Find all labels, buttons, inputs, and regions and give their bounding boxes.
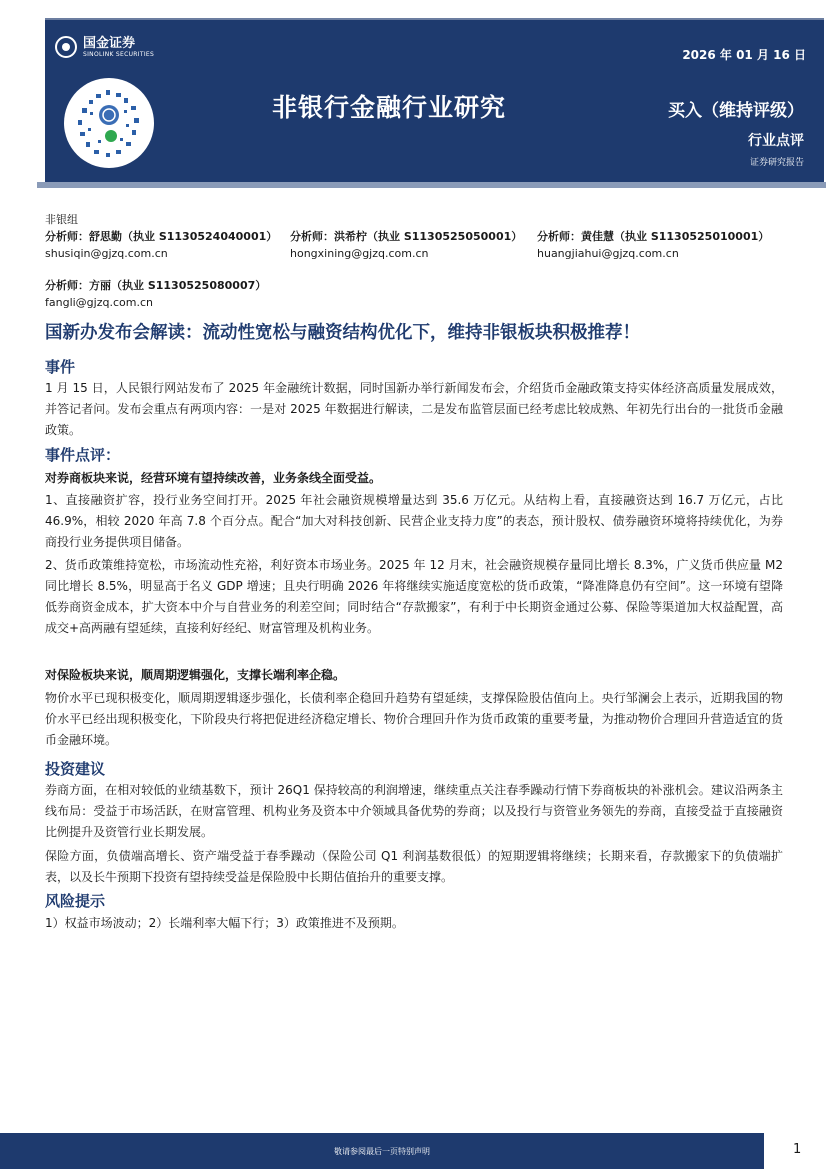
analyst-3 bbox=[537, 228, 769, 262]
invest-paragraph-2: 保险方面，负债端高增长、资产端受益于春季躁动（保险公司 Q1 利润基数很低）的短期逻辑将继续；长期来看，存款搬家下的负债端扩表，以及长牛预期下投资有望持续受益是保险股中长期估值抬升的重要支撑。 bbox=[45, 849, 783, 884]
logo-en: SINOLINK SECURITIES bbox=[83, 50, 155, 58]
rating: 买入（维持评级） bbox=[668, 101, 804, 121]
footer-disclaimer[interactable]: 敬请参阅最后一页特别声明 bbox=[334, 1147, 430, 1156]
logo-cn: 国金证券 bbox=[83, 35, 136, 51]
banner-top-line bbox=[45, 18, 824, 20]
risk-text: 1）权益市场波动；2）长端利率大幅下行；3）政策推进不及预期。 bbox=[45, 916, 404, 930]
insurance-bold: 对保险板块来说，顺周期逻辑强化，支撑长端利率企稳。 bbox=[45, 668, 346, 682]
page-number: 1 bbox=[793, 1142, 802, 1157]
event-text: 1 月 15 日，人民银行网站发布了 2025 年金融统计数据，同时国新办举行新闻发布会，介绍货币金融政策支持实体经济高质量发展成效，并答记者问。发布会重点有两项内容：一是对 2025 年数据进行解读，二是发布监管层面已经考虑比较成熟、年初先行出台的一批货币金融政策。 bbox=[45, 381, 783, 437]
section-risk-title: 风险提示 bbox=[45, 892, 106, 910]
analyst-4 bbox=[45, 277, 266, 311]
qr-code-icon bbox=[64, 78, 154, 168]
report-type: 行业点评 bbox=[748, 133, 804, 149]
analyst-email[interactable]: huangjiahui@gjzq.com.cn bbox=[537, 247, 679, 260]
broker-paragraph-2: 2、货币政策维持宽松，市场流动性充裕，利好资本市场业务。2025 年 12 月末，社会融资规模存量同比增长 8.3%，广义货币供应量 M2 同比增长 8.5%，明显高于名义 GDP 增速；且央行明确 2026 年将继续实施适度宽松的货币政策，“降准降息仍有空间”。这一环境有望降低券商资金成本，扩大资本中介与自营业务的利差空间；同时结合“存款搬家”，有利于中长期资金通过公募、保险等渠道加大权益配置，高成交+高两融有望延续，直接利好经纪、财富管理及机构业务。 bbox=[45, 558, 783, 635]
banner-shadow-bar bbox=[37, 182, 826, 188]
headline: 国新办发布会解读：流动性宽松与融资结构优化下，维持非银板块积极推荐！ bbox=[45, 323, 640, 343]
section-comment-title: 事件点评： bbox=[45, 446, 121, 464]
section-event-title: 事件 bbox=[45, 358, 76, 376]
analyst-email[interactable]: shusiqin@gjzq.com.cn bbox=[45, 247, 168, 260]
insurance-paragraph: 物价水平已现积极变化，顺周期逻辑逐步强化，长债利率企稳回升趋势有望延续，支撑保险股估值向上。央行邹澜会上表示，近期我国的物价水平已经出现积极变化，下阶段央行将把促进经济稳定增长、物价合理回升作为货币政策的重要考量，为推动物价合理回升营造适宜的货币金融环境。 bbox=[45, 691, 783, 747]
analyst-name: 分析师：方丽（执业 S1130525080007） bbox=[45, 279, 267, 292]
analyst-email[interactable]: fangli@gjzq.com.cn bbox=[45, 296, 153, 309]
analyst-name: 分析师：舒思勤（执业 S1130524040001） bbox=[45, 230, 278, 243]
report-subtype: 证券研究报告 bbox=[749, 158, 804, 168]
section-invest-title: 投资建议 bbox=[45, 760, 106, 778]
analyst-2 bbox=[290, 228, 522, 262]
report-date: 2026 年 01 月 16 日 bbox=[682, 48, 806, 62]
analyst-1 bbox=[45, 228, 277, 262]
logo-mark-icon bbox=[55, 36, 77, 58]
analyst-email[interactable]: hongxining@gjzq.com.cn bbox=[290, 247, 429, 260]
broker-bold: 对券商板块来说，经营环境有望持续改善，业务条线全面受益。 bbox=[45, 471, 382, 485]
research-group: 非银组 bbox=[45, 213, 78, 226]
broker-paragraph-1: 1、直接融资扩容，投行业务空间打开。2025 年社会融资规模增量达到 35.6 万亿元。从结构上看，直接融资达到 16.7 万亿元，占比 46.9%，相较 2020 年高 7.8 个百分点。配合“加大对科技创新、民营企业支持力度”的表态，预计股权、债券融资环境将持续优化，为券商投行业务提供项目储备。 bbox=[45, 493, 783, 549]
company-logo bbox=[55, 36, 154, 58]
analyst-name: 分析师：黄佳慧（执业 S1130525010001） bbox=[537, 230, 770, 243]
report-title: 非银行金融行业研究 bbox=[272, 93, 507, 122]
invest-paragraph-1: 券商方面，在相对较低的业绩基数下，预计 26Q1 保持较高的利润增速，继续重点关注春季躁动行情下券商板块的补涨机会。建议沿两条主线布局：受益于市场活跃，在财富管理、机构业务及资本中介领域具备优势的券商；以及投行与资管业务领先的券商，直接受益于直接融资比例提升及资管行业长期发展。 bbox=[45, 783, 783, 839]
analyst-name: 分析师：洪希柠（执业 S1130525050001） bbox=[290, 230, 523, 243]
